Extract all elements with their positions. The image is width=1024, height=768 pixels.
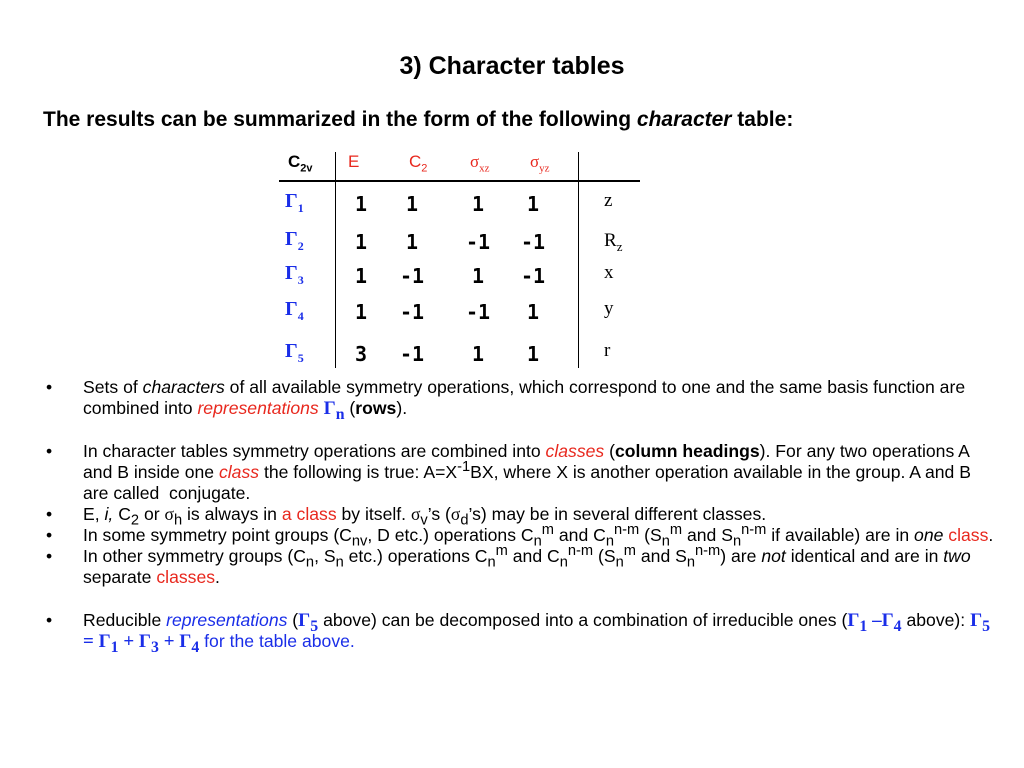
character-value: 1 bbox=[471, 342, 485, 366]
basis-symbol: R bbox=[604, 230, 617, 251]
right-vertical-rule bbox=[578, 152, 579, 368]
bullet-marker: • bbox=[46, 546, 53, 566]
character-value: 1 bbox=[354, 300, 368, 324]
op-header-e-symbol: E bbox=[348, 152, 360, 171]
bullet-item bbox=[46, 543, 996, 588]
basis-function bbox=[604, 298, 614, 320]
gamma-subscript: 2 bbox=[297, 239, 304, 253]
basis-function bbox=[604, 190, 612, 212]
character-value: 1 bbox=[405, 230, 419, 254]
op-header-c2-symbol: C bbox=[409, 152, 422, 171]
bullet-item bbox=[46, 504, 996, 529]
gamma-subscript: 3 bbox=[297, 273, 304, 287]
character-value: 1 bbox=[471, 264, 485, 288]
op-header-sigma-yz bbox=[530, 152, 550, 175]
op-header-sigma-xz-symbol: σ bbox=[470, 152, 480, 171]
bullet-item bbox=[46, 441, 996, 504]
intro-text-start: The results can be summarized in the form of the following bbox=[43, 108, 637, 131]
bullet-marker: • bbox=[46, 610, 53, 630]
bullet-text: In character tables symmetry operations are combined into classes (column headings). For any two operations A and B inside one class the following is true: $A=X^{-1}BX$, where X is another operation available in the group. A and B are called conjugate. bbox=[83, 441, 971, 503]
character-value: 1 bbox=[354, 264, 368, 288]
character-value: 1 bbox=[526, 300, 540, 324]
basis-function bbox=[604, 230, 622, 252]
op-header-sigma-xz-subscript: xz bbox=[479, 162, 490, 175]
op-header-sigma-yz-symbol: σ bbox=[530, 152, 540, 171]
row-label-gamma-4 bbox=[285, 298, 304, 321]
left-vertical-rule bbox=[335, 152, 336, 368]
bullet-text: Reducible representations ($\Gamma_5$ above) can be decomposed into a combination of irreducible ones ($\Gamma_1$ $-\Gamma_4$ above): $\Gamma_5 = \Gamma_1 + \Gamma_3 + \Gamma_4$ for the table above. bbox=[83, 610, 991, 656]
op-header-sigma-yz-subscript: yz bbox=[539, 162, 550, 175]
gamma-symbol: Γ bbox=[285, 190, 298, 212]
basis-symbol: r bbox=[604, 340, 611, 361]
intro-text bbox=[43, 108, 793, 132]
character-value: -1 bbox=[465, 230, 491, 254]
gamma-symbol: Γ bbox=[285, 298, 298, 320]
character-value: 1 bbox=[405, 192, 419, 216]
character-value: 1 bbox=[471, 192, 485, 216]
intro-text-end: table: bbox=[731, 108, 794, 131]
gamma-subscript: 1 bbox=[297, 201, 304, 215]
basis-subscript: z bbox=[616, 238, 623, 254]
op-header-c2 bbox=[409, 152, 428, 175]
row-label-gamma-2 bbox=[285, 228, 304, 251]
point-group-symbol: C bbox=[288, 152, 301, 171]
basis-symbol: z bbox=[604, 190, 613, 211]
character-value: -1 bbox=[399, 342, 425, 366]
bullet-text: In some symmetry point groups ($C_{nv}$, D etc.) operations $C_n^m$ and $C_n^{n-m}$ ($S_n^m$ and $S_n^{n-m}$ if available) are in one class. bbox=[83, 522, 994, 550]
intro-text-emphasis: character bbox=[636, 108, 732, 131]
gamma-subscript: 4 bbox=[297, 309, 304, 323]
slide-title: 3) Character tables bbox=[399, 52, 625, 80]
character-value: -1 bbox=[520, 264, 546, 288]
basis-symbol: x bbox=[604, 262, 614, 283]
bullet-item bbox=[46, 377, 996, 423]
basis-symbol: y bbox=[604, 298, 614, 319]
point-group-label bbox=[288, 152, 313, 175]
header-rule bbox=[279, 180, 640, 182]
bullet-marker: • bbox=[46, 441, 53, 461]
character-value: 1 bbox=[354, 192, 368, 216]
gamma-symbol: Γ bbox=[285, 340, 298, 362]
gamma-symbol: Γ bbox=[285, 262, 298, 284]
character-value: -1 bbox=[465, 300, 491, 324]
character-value: -1 bbox=[399, 300, 425, 324]
gamma-symbol: Γ bbox=[285, 228, 298, 250]
op-header-sigma-xz bbox=[470, 152, 490, 175]
bullet-text: In other symmetry groups ($C_n$, $S_n$ etc.) operations $C_n^m$ and $C_n^{n-m}$ ($S_n^m$ and $S_n^{n-m}$) are not identical and are in two separate classes. bbox=[83, 543, 971, 587]
bullet-marker: • bbox=[46, 525, 53, 545]
bullet-text: Sets of characters of all available symmetry operations, which correspond to one and the same basis function are combined into representations $\Gamma_n$ (rows). bbox=[83, 377, 966, 423]
character-value: 1 bbox=[526, 192, 540, 216]
gamma-subscript: 5 bbox=[297, 351, 304, 365]
bullet-item bbox=[46, 522, 996, 550]
bullet-list bbox=[46, 377, 996, 656]
character-value: -1 bbox=[520, 230, 546, 254]
character-value: 1 bbox=[354, 230, 368, 254]
row-label-gamma-5 bbox=[285, 340, 304, 363]
bullet-marker: • bbox=[46, 377, 53, 397]
op-header-e bbox=[348, 152, 359, 172]
bullet-marker: • bbox=[46, 504, 53, 524]
character-value: 3 bbox=[354, 342, 368, 366]
row-label-gamma-3 bbox=[285, 262, 304, 285]
row-label-gamma-1 bbox=[285, 190, 304, 213]
point-group-subscript: 2v bbox=[300, 162, 313, 175]
bullet-item bbox=[46, 610, 996, 656]
bullet-text: E, i, $C_2$ or $\sigma_h$ is always in a class by itself. $\sigma_v’s$ $(\sigma_d’s)$ may be in several different classes. bbox=[83, 504, 767, 529]
basis-function bbox=[604, 340, 610, 362]
op-header-c2-subscript: 2 bbox=[421, 162, 428, 175]
character-value: -1 bbox=[399, 264, 425, 288]
character-value: 1 bbox=[526, 342, 540, 366]
basis-function bbox=[604, 262, 614, 284]
